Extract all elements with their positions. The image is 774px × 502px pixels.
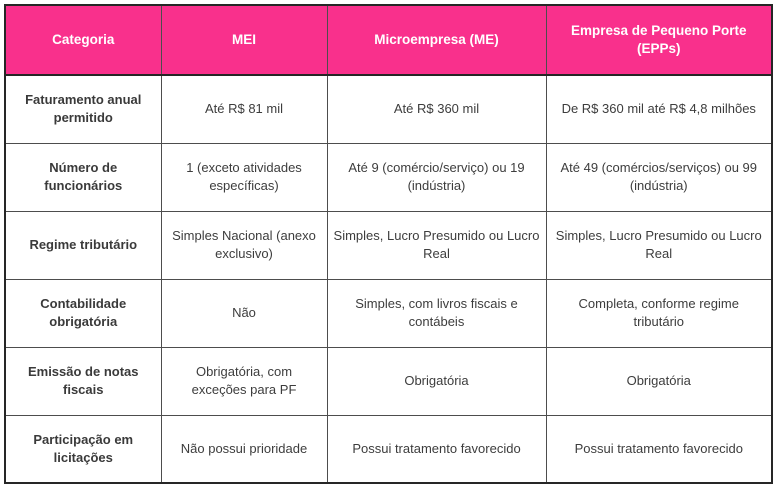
category-cell: Regime tributário xyxy=(5,211,161,279)
value-cell-mei: Obrigatória, com exceções para PF xyxy=(161,347,327,415)
table-header-row xyxy=(5,5,772,75)
header-cell-mei: MEI xyxy=(161,5,327,75)
header-cell-epp: Empresa de Pequeno Porte (EPPs) xyxy=(546,5,772,75)
value-cell-epp: De R$ 360 mil até R$ 4,8 milhões xyxy=(546,75,772,143)
table-row-licitacoes xyxy=(5,415,772,483)
value-cell-me: Até 9 (comércio/serviço) ou 19 (indústria) xyxy=(327,143,546,211)
comparison-table xyxy=(4,4,773,484)
table-row-faturamento xyxy=(5,75,772,143)
value-cell-epp: Completa, conforme regime tributário xyxy=(546,279,772,347)
category-cell: Contabilidade obrigatória xyxy=(5,279,161,347)
category-cell: Faturamento anual permitido xyxy=(5,75,161,143)
value-cell-mei: Não possui prioridade xyxy=(161,415,327,483)
header-cell-categoria: Categoria xyxy=(5,5,161,75)
category-cell: Participação em licitações xyxy=(5,415,161,483)
table-row-regime-tributario xyxy=(5,211,772,279)
value-cell-mei: Não xyxy=(161,279,327,347)
value-cell-me: Possui tratamento favorecido xyxy=(327,415,546,483)
table-row-contabilidade xyxy=(5,279,772,347)
value-cell-me: Simples, com livros fiscais e contábeis xyxy=(327,279,546,347)
value-cell-epp: Simples, Lucro Presumido ou Lucro Real xyxy=(546,211,772,279)
value-cell-me: Simples, Lucro Presumido ou Lucro Real xyxy=(327,211,546,279)
value-cell-epp: Obrigatória xyxy=(546,347,772,415)
table-row-funcionarios xyxy=(5,143,772,211)
value-cell-mei: 1 (exceto atividades específicas) xyxy=(161,143,327,211)
header-cell-microempresa: Microempresa (ME) xyxy=(327,5,546,75)
value-cell-epp: Até 49 (comércios/serviços) ou 99 (indústria) xyxy=(546,143,772,211)
value-cell-me: Até R$ 360 mil xyxy=(327,75,546,143)
table-row-notas-fiscais xyxy=(5,347,772,415)
value-cell-epp: Possui tratamento favorecido xyxy=(546,415,772,483)
value-cell-mei: Até R$ 81 mil xyxy=(161,75,327,143)
value-cell-mei: Simples Nacional (anexo exclusivo) xyxy=(161,211,327,279)
category-cell: Número de funcionários xyxy=(5,143,161,211)
category-cell: Emissão de notas fiscais xyxy=(5,347,161,415)
value-cell-me: Obrigatória xyxy=(327,347,546,415)
